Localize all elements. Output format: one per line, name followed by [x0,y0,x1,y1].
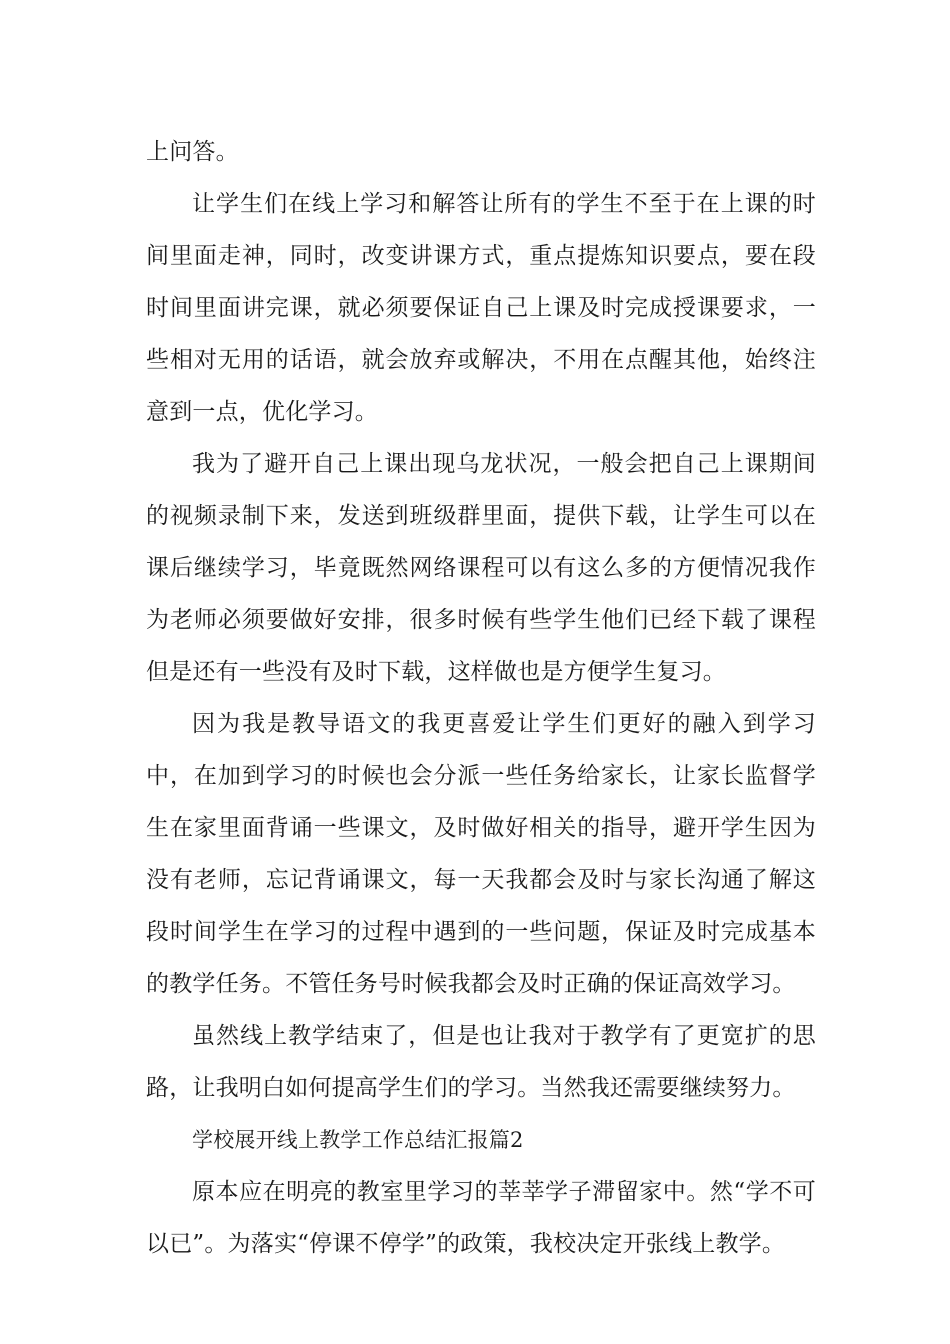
paragraph-online-learning: 让学生们在线上学习和解答让所有的学生不至于在上课的时间里面走神，同时，改变讲课方式，重点提炼知识要点，要在段时间里面讲完课，就必须要保证自己上课及时完成授课要求，一些相对无用的话语，就会放弃或解决，不用在点醒其他，始终注意到一点，优化学习。 [146,191,816,425]
section-heading: 学校展开线上教学工作总结汇报篇2 [192,1128,524,1152]
paragraph-continuation: 上问答。 [146,139,239,165]
paragraph-video-recording: 我为了避开自己上课出现乌龙状况，一般会把自己上课期间的视频录制下来，发送到班级群里面，提供下载，让学生可以在课后继续学习，毕竟既然网络课程可以有这么多的方便情况我作为老师必须要做好安排，很多时候有些学生他们已经下载了课程但是还有一些没有及时下载，这样做也是方便学生复习。 [146,451,816,685]
paragraph-conclusion: 虽然线上教学结束了，但是也让我对于教学有了更宽扩的思路，让我明白如何提高学生们的学习。当然我还需要继续努力。 [146,1023,816,1101]
paragraph-intro: 原本应在明亮的教室里学习的莘莘学子滞留家中。然“学不可以已”。为落实“停课不停学”的政策，我校决定开张线上教学。 [146,1179,816,1257]
paragraph-parent-supervision: 因为我是教导语文的我更喜爱让学生们更好的融入到学习中，在加到学习的时候也会分派一些任务给家长，让家长监督学生在家里面背诵一些课文，及时做好相关的指导，避开学生因为没有老师，忘记背诵课文，每一天我都会及时与家长沟通了解这段时间学生在学习的过程中遇到的一些问题，保证及时完成基本的教学任务。不管任务号时候我都会及时正确的保证高效学习。 [146,711,816,997]
document-body [146,126,816,1270]
